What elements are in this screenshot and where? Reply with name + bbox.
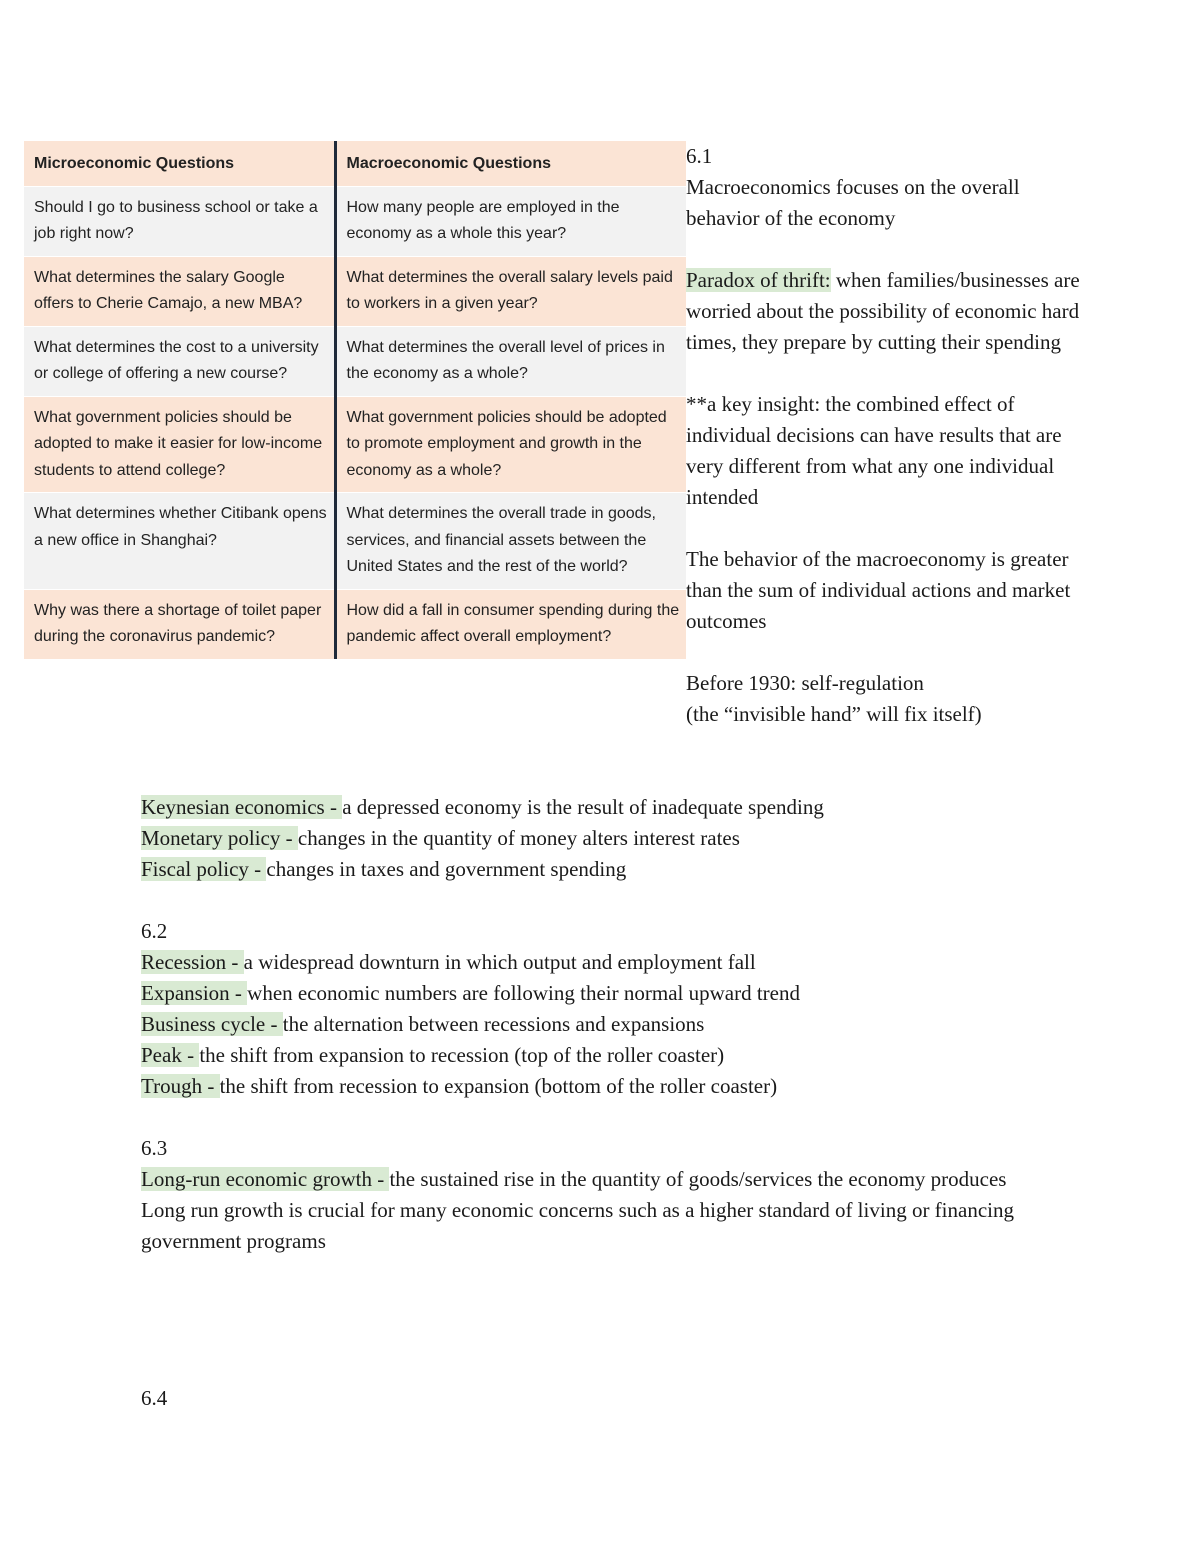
section-heading-6-4: 6.4 bbox=[141, 1386, 168, 1410]
section-heading-6-3: 6.3 bbox=[141, 1136, 168, 1160]
macro-header: Macroeconomic Questions bbox=[346, 155, 551, 172]
term-highlight: Monetary policy - bbox=[141, 826, 298, 850]
term-definition: the shift from expansion to recession (top of the roller coaster) bbox=[199, 1043, 725, 1067]
definition-item bbox=[141, 1040, 1041, 1071]
table-row bbox=[24, 256, 686, 326]
term-highlight: Fiscal policy - bbox=[141, 857, 267, 881]
macro-question: What determines the overall trade in goods, services, and financial assets between the United States and the rest of the world? bbox=[346, 505, 656, 575]
term-highlight: Expansion - bbox=[141, 981, 248, 1005]
table-row bbox=[24, 589, 686, 659]
term-highlight: Keynesian economics - bbox=[141, 795, 343, 819]
section-heading-6-1: 6.1 bbox=[686, 144, 713, 168]
micro-header: Microeconomic Questions bbox=[24, 141, 335, 186]
term-definition: changes in taxes and government spending bbox=[266, 857, 627, 881]
key-insight-text: **a key insight: the combined effect of individual decisions can have results that are very different from what any one individual intended bbox=[686, 392, 1062, 509]
table-row bbox=[24, 396, 686, 493]
paradox-definition: when families/businesses are worried about the possibility of economic hard times, they prepare by cutting their spending bbox=[686, 268, 1080, 354]
macro-question: How many people are employed in the economy as a whole this year? bbox=[346, 198, 620, 242]
definition-item bbox=[141, 978, 1041, 1009]
definition-item bbox=[141, 1009, 1041, 1040]
definition-item bbox=[141, 1164, 1041, 1195]
policy-item bbox=[141, 792, 1041, 823]
micro-question: Should I go to business school or take a job right now? bbox=[24, 186, 335, 256]
table-row bbox=[24, 493, 686, 590]
macro-question: How did a fall in consumer spending during the pandemic affect overall employment? bbox=[346, 601, 680, 645]
table-header-row bbox=[24, 141, 686, 186]
table-row bbox=[24, 326, 686, 396]
term-definition: the shift from recession to expansion (bottom of the roller coaster) bbox=[219, 1074, 778, 1098]
term-highlight: Peak - bbox=[141, 1043, 200, 1067]
definition-item bbox=[141, 1071, 1041, 1102]
section-heading-6-2: 6.2 bbox=[141, 919, 168, 943]
policy-item bbox=[141, 823, 1041, 854]
term-highlight: Long-run economic growth - bbox=[141, 1167, 390, 1191]
before-1930-text: Before 1930: self-regulation bbox=[686, 671, 924, 695]
term-definition: a depressed economy is the result of inadequate spending bbox=[342, 795, 824, 819]
term-definition: when economic numbers are following their normal upward trend bbox=[247, 981, 800, 1005]
micro-question: What government policies should be adopted to make it easier for low-income students to attend college? bbox=[24, 396, 335, 493]
micro-question: What determines the salary Google offers to Cherie Camajo, a new MBA? bbox=[24, 256, 335, 326]
term-highlight: Trough - bbox=[141, 1074, 220, 1098]
term-definition: the alternation between recessions and expansions bbox=[282, 1012, 705, 1036]
micro-question: What determines the cost to a university or college of offering a new course? bbox=[24, 326, 335, 396]
term-definition: changes in the quantity of money alters interest rates bbox=[297, 826, 740, 850]
term-definition: a widespread downturn in which output and employment fall bbox=[243, 950, 756, 974]
term-highlight: Recession - bbox=[141, 950, 244, 974]
macro-question: What government policies should be adopted to promote employment and growth in the economy as a whole? bbox=[346, 408, 667, 479]
invisible-hand-text: (the “invisible hand” will fix itself) bbox=[686, 702, 982, 726]
definition-item bbox=[141, 947, 1041, 978]
paradox-term: Paradox of thrift: bbox=[686, 268, 831, 292]
long-run-growth-note: Long run growth is crucial for many economic concerns such as a higher standard of living or financing government programs bbox=[141, 1198, 1014, 1253]
policy-item bbox=[141, 854, 1041, 885]
macro-behavior-text: The behavior of the macroeconomy is greater than the sum of individual actions and market outcomes bbox=[686, 547, 1071, 633]
paradox-of-thrift-note bbox=[686, 265, 1086, 358]
micro-question: Why was there a shortage of toilet paper during the coronavirus pandemic? bbox=[24, 589, 335, 659]
macro-focus-text: Macroeconomics focuses on the overall behavior of the economy bbox=[686, 175, 1020, 230]
term-definition: the sustained rise in the quantity of goods/services the economy produces bbox=[389, 1167, 1007, 1191]
macro-question: What determines the overall salary levels paid to workers in a given year? bbox=[346, 268, 673, 312]
micro-macro-questions-table bbox=[24, 141, 686, 659]
table-row bbox=[24, 186, 686, 256]
macro-question: What determines the overall level of prices in the economy as a whole? bbox=[346, 338, 665, 382]
term-highlight: Business cycle - bbox=[141, 1012, 283, 1036]
side-notes bbox=[686, 141, 1086, 730]
micro-question: What determines whether Citibank opens a new office in Shanghai? bbox=[24, 493, 335, 590]
lower-notes bbox=[141, 792, 1041, 1257]
